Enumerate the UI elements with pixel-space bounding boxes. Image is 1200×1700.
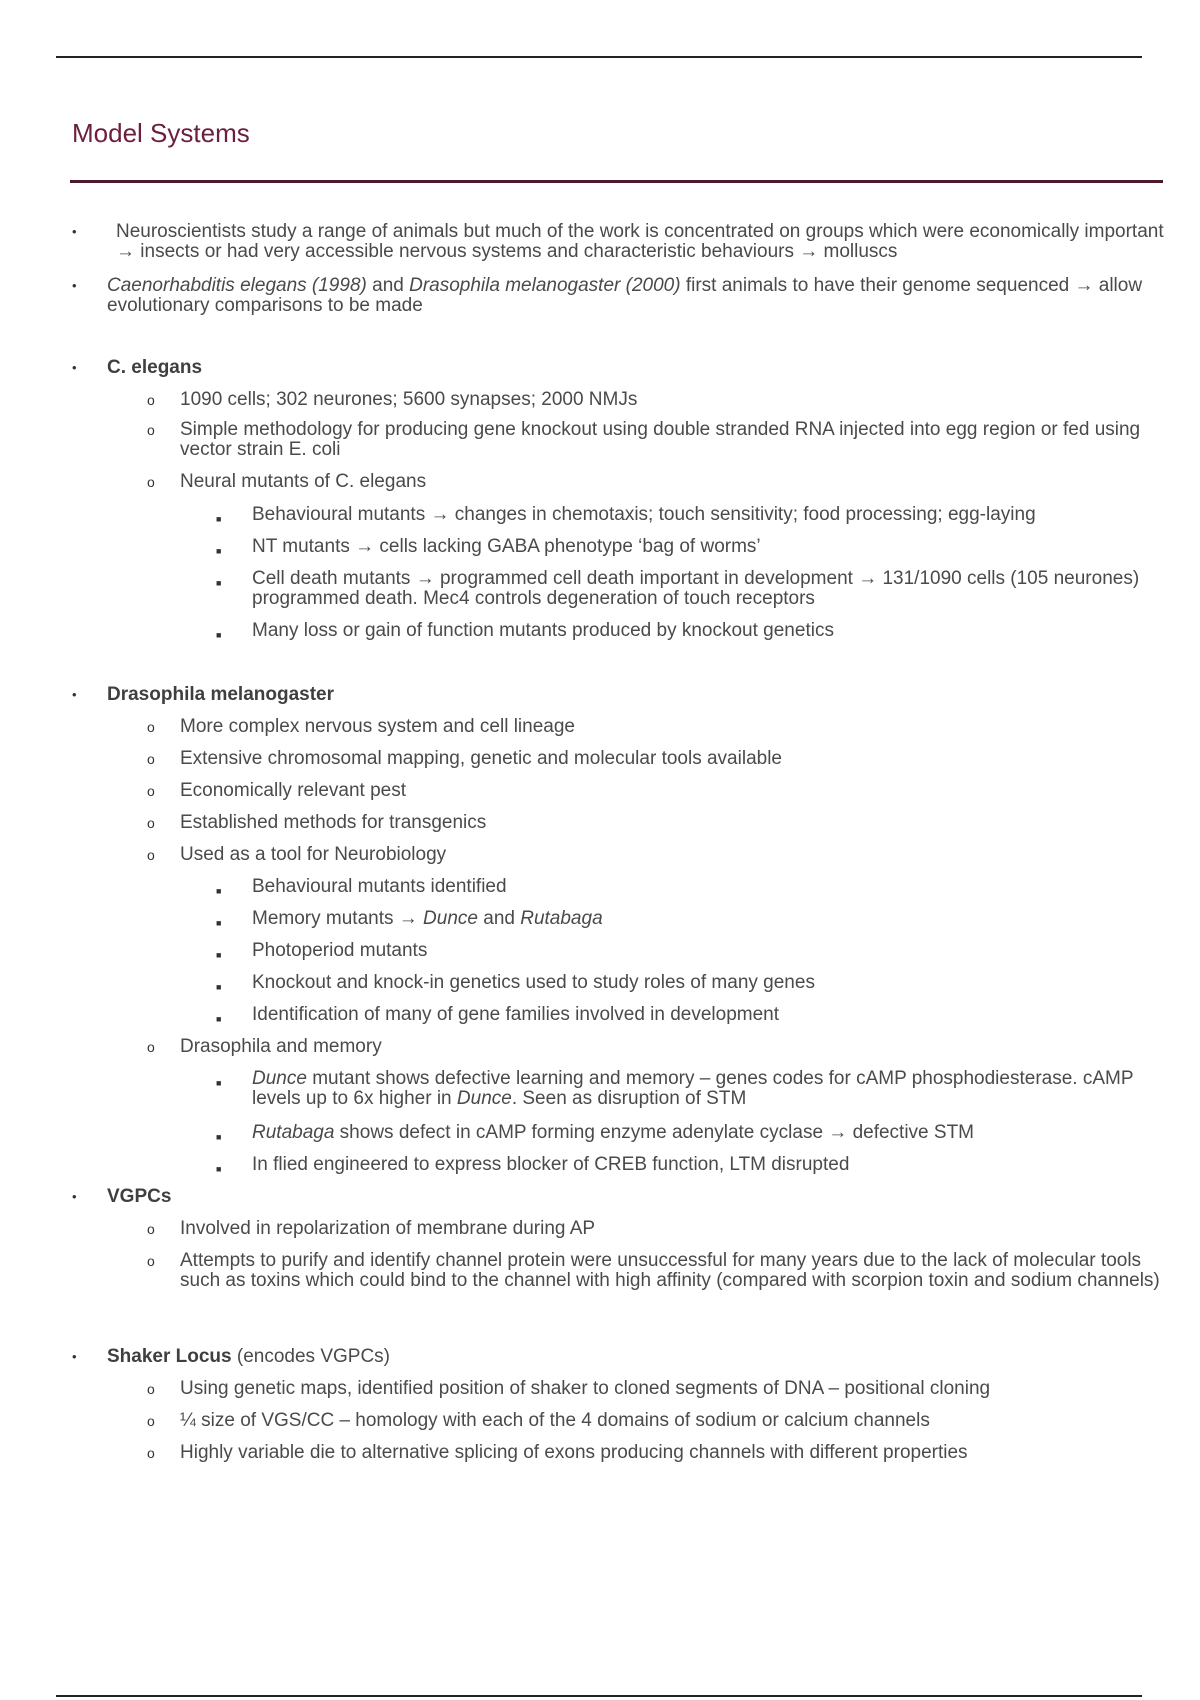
bullet-icon: • <box>72 278 77 293</box>
list-item: o Established methods for transgenics <box>147 812 487 833</box>
list-item: ■ In flied engineered to express blocker of CREB function, LTM disrupted <box>0 1155 1200 1187</box>
bullet-icon: ■ <box>216 982 222 992</box>
list-item: ■ Cell death mutants → programmed cell death important in development → 131/1090 cells (105 neurones) programmed death. Mec4 controls degeneration of touch receptors <box>216 568 1140 609</box>
bullet-icon: ■ <box>216 950 222 960</box>
list-item <box>0 276 1200 358</box>
section-heading: C. elegans <box>107 357 203 378</box>
bullet-icon: o <box>147 847 155 863</box>
bullet-icon: o <box>147 783 155 799</box>
list-item: ■ Memory mutants → Dunce and Rutabaga <box>0 909 1200 941</box>
bullet-icon: • <box>72 687 77 702</box>
bullet-icon: ■ <box>216 546 222 556</box>
list-item: ■ Photoperiod mutants <box>0 941 1200 973</box>
list-item <box>0 222 1200 276</box>
list-item: o 1090 cells; 302 neurones; 5600 synapses; 2000 NMJs <box>147 389 638 410</box>
bullet-icon: o <box>147 392 155 408</box>
section-drosophila <box>0 685 1200 717</box>
list-item: ■ Knockout and knock-in genetics used to study roles of many genes <box>0 973 1200 1005</box>
bullet-icon: ■ <box>216 1078 222 1088</box>
bullet-icon: ■ <box>216 918 222 928</box>
list-item: ■ Dunce mutant shows defective learning and memory – genes codes for cAMP phosphodiesterase. cAMP levels up to 6x higher in Dunce. Seen as disruption of STM <box>216 1068 1134 1109</box>
list-item: o Economically relevant pest <box>147 780 406 801</box>
intro-text: Caenorhabditis elegans (1998) and Drasophila melanogaster (2000) first animals to have their genome sequenced → allow evolutionary comparisons to be made <box>107 275 1143 316</box>
list-item: o More complex nervous system and cell lineage <box>147 716 575 737</box>
list-item: ■ Many loss or gain of function mutants produced by knockout genetics <box>0 621 1200 685</box>
page-title: Model Systems <box>72 118 250 148</box>
section-vgpcs <box>0 1187 1200 1219</box>
bullet-icon: o <box>147 1445 155 1461</box>
bullet-icon: o <box>147 422 155 438</box>
list-item: o Extensive chromosomal mapping, genetic and molecular tools available <box>147 748 782 769</box>
list-item: o Involved in repolarization of membrane during AP <box>147 1218 596 1239</box>
list-item: o Attempts to purify and identify channel protein were unsuccessful for many years due to the lack of molecular tools such as toxins which could bind to the channel with high affinity (compared with scorpion toxin and sodium channels) <box>147 1250 1160 1291</box>
list-item: o Highly variable die to alternative splicing of exons producing channels with different properties <box>147 1442 968 1463</box>
list-item: o ¼ size of VGS/CC – homology with each of the 4 domains of sodium or calcium channels <box>147 1410 930 1431</box>
bullet-icon: ■ <box>216 578 222 588</box>
list-item: o Drasophila and memory <box>147 1036 382 1057</box>
bullet-icon: o <box>147 1381 155 1397</box>
bullet-icon: ■ <box>216 630 222 640</box>
bullet-icon: ■ <box>216 514 222 524</box>
list-item: ■ Behavioural mutants → changes in chemotaxis; touch sensitivity; food processing; egg-laying <box>0 505 1200 537</box>
section-celegans <box>0 358 1200 390</box>
bullet-icon: ■ <box>216 1014 222 1024</box>
bullet-icon: o <box>147 751 155 767</box>
list-item: ■ Behavioural mutants identified <box>0 877 1200 909</box>
section-shaker: • Shaker Locus (encodes VGPCs) <box>72 1346 391 1367</box>
bullet-icon: o <box>147 1413 155 1429</box>
notes-body <box>0 222 1200 1475</box>
list-item: ■ Rutabaga shows defect in cAMP forming enzyme adenylate cyclase → defective STM <box>0 1123 1200 1155</box>
list-item: o Using genetic maps, identified position of shaker to cloned segments of DNA – positional cloning <box>147 1378 991 1399</box>
intro-text: Neuroscientists study a range of animals but much of the work is concentrated on groups which were economically important → insects or had very accessible nervous systems and characteristic behaviours → molluscs <box>116 221 1164 262</box>
bullet-icon: o <box>147 719 155 735</box>
section-heading: Drasophila melanogaster <box>107 684 335 705</box>
section-heading: Shaker Locus <box>107 1346 232 1367</box>
list-item: o Neural mutants of C. elegans <box>147 471 427 492</box>
bullet-icon: • <box>72 224 77 239</box>
list-item: o Used as a tool for Neurobiology <box>147 844 447 865</box>
title-underline <box>70 180 1163 183</box>
bullet-icon: ■ <box>216 1164 222 1174</box>
list-item: ■ NT mutants → cells lacking GABA phenotype ‘bag of worms’ <box>0 537 1200 569</box>
bullet-icon: o <box>147 1039 155 1055</box>
bullet-icon: o <box>147 474 155 490</box>
bullet-icon: o <box>147 1253 155 1269</box>
bottom-rule <box>56 1695 1142 1697</box>
bullet-icon: o <box>147 815 155 831</box>
list-item: ■ Identification of many of gene families involved in development <box>0 1005 1200 1037</box>
bullet-icon: • <box>72 1349 77 1364</box>
bullet-icon: o <box>147 1221 155 1237</box>
list-item: o Simple methodology for producing gene knockout using double stranded RNA injected into egg region or fed using vector strain E. coli <box>147 419 1141 460</box>
top-rule <box>56 56 1142 58</box>
section-heading: VGPCs <box>107 1186 172 1207</box>
bullet-icon: • <box>72 1189 77 1204</box>
bullet-icon: ■ <box>216 1132 222 1142</box>
bullet-icon: • <box>72 360 77 375</box>
bullet-icon: ■ <box>216 886 222 896</box>
